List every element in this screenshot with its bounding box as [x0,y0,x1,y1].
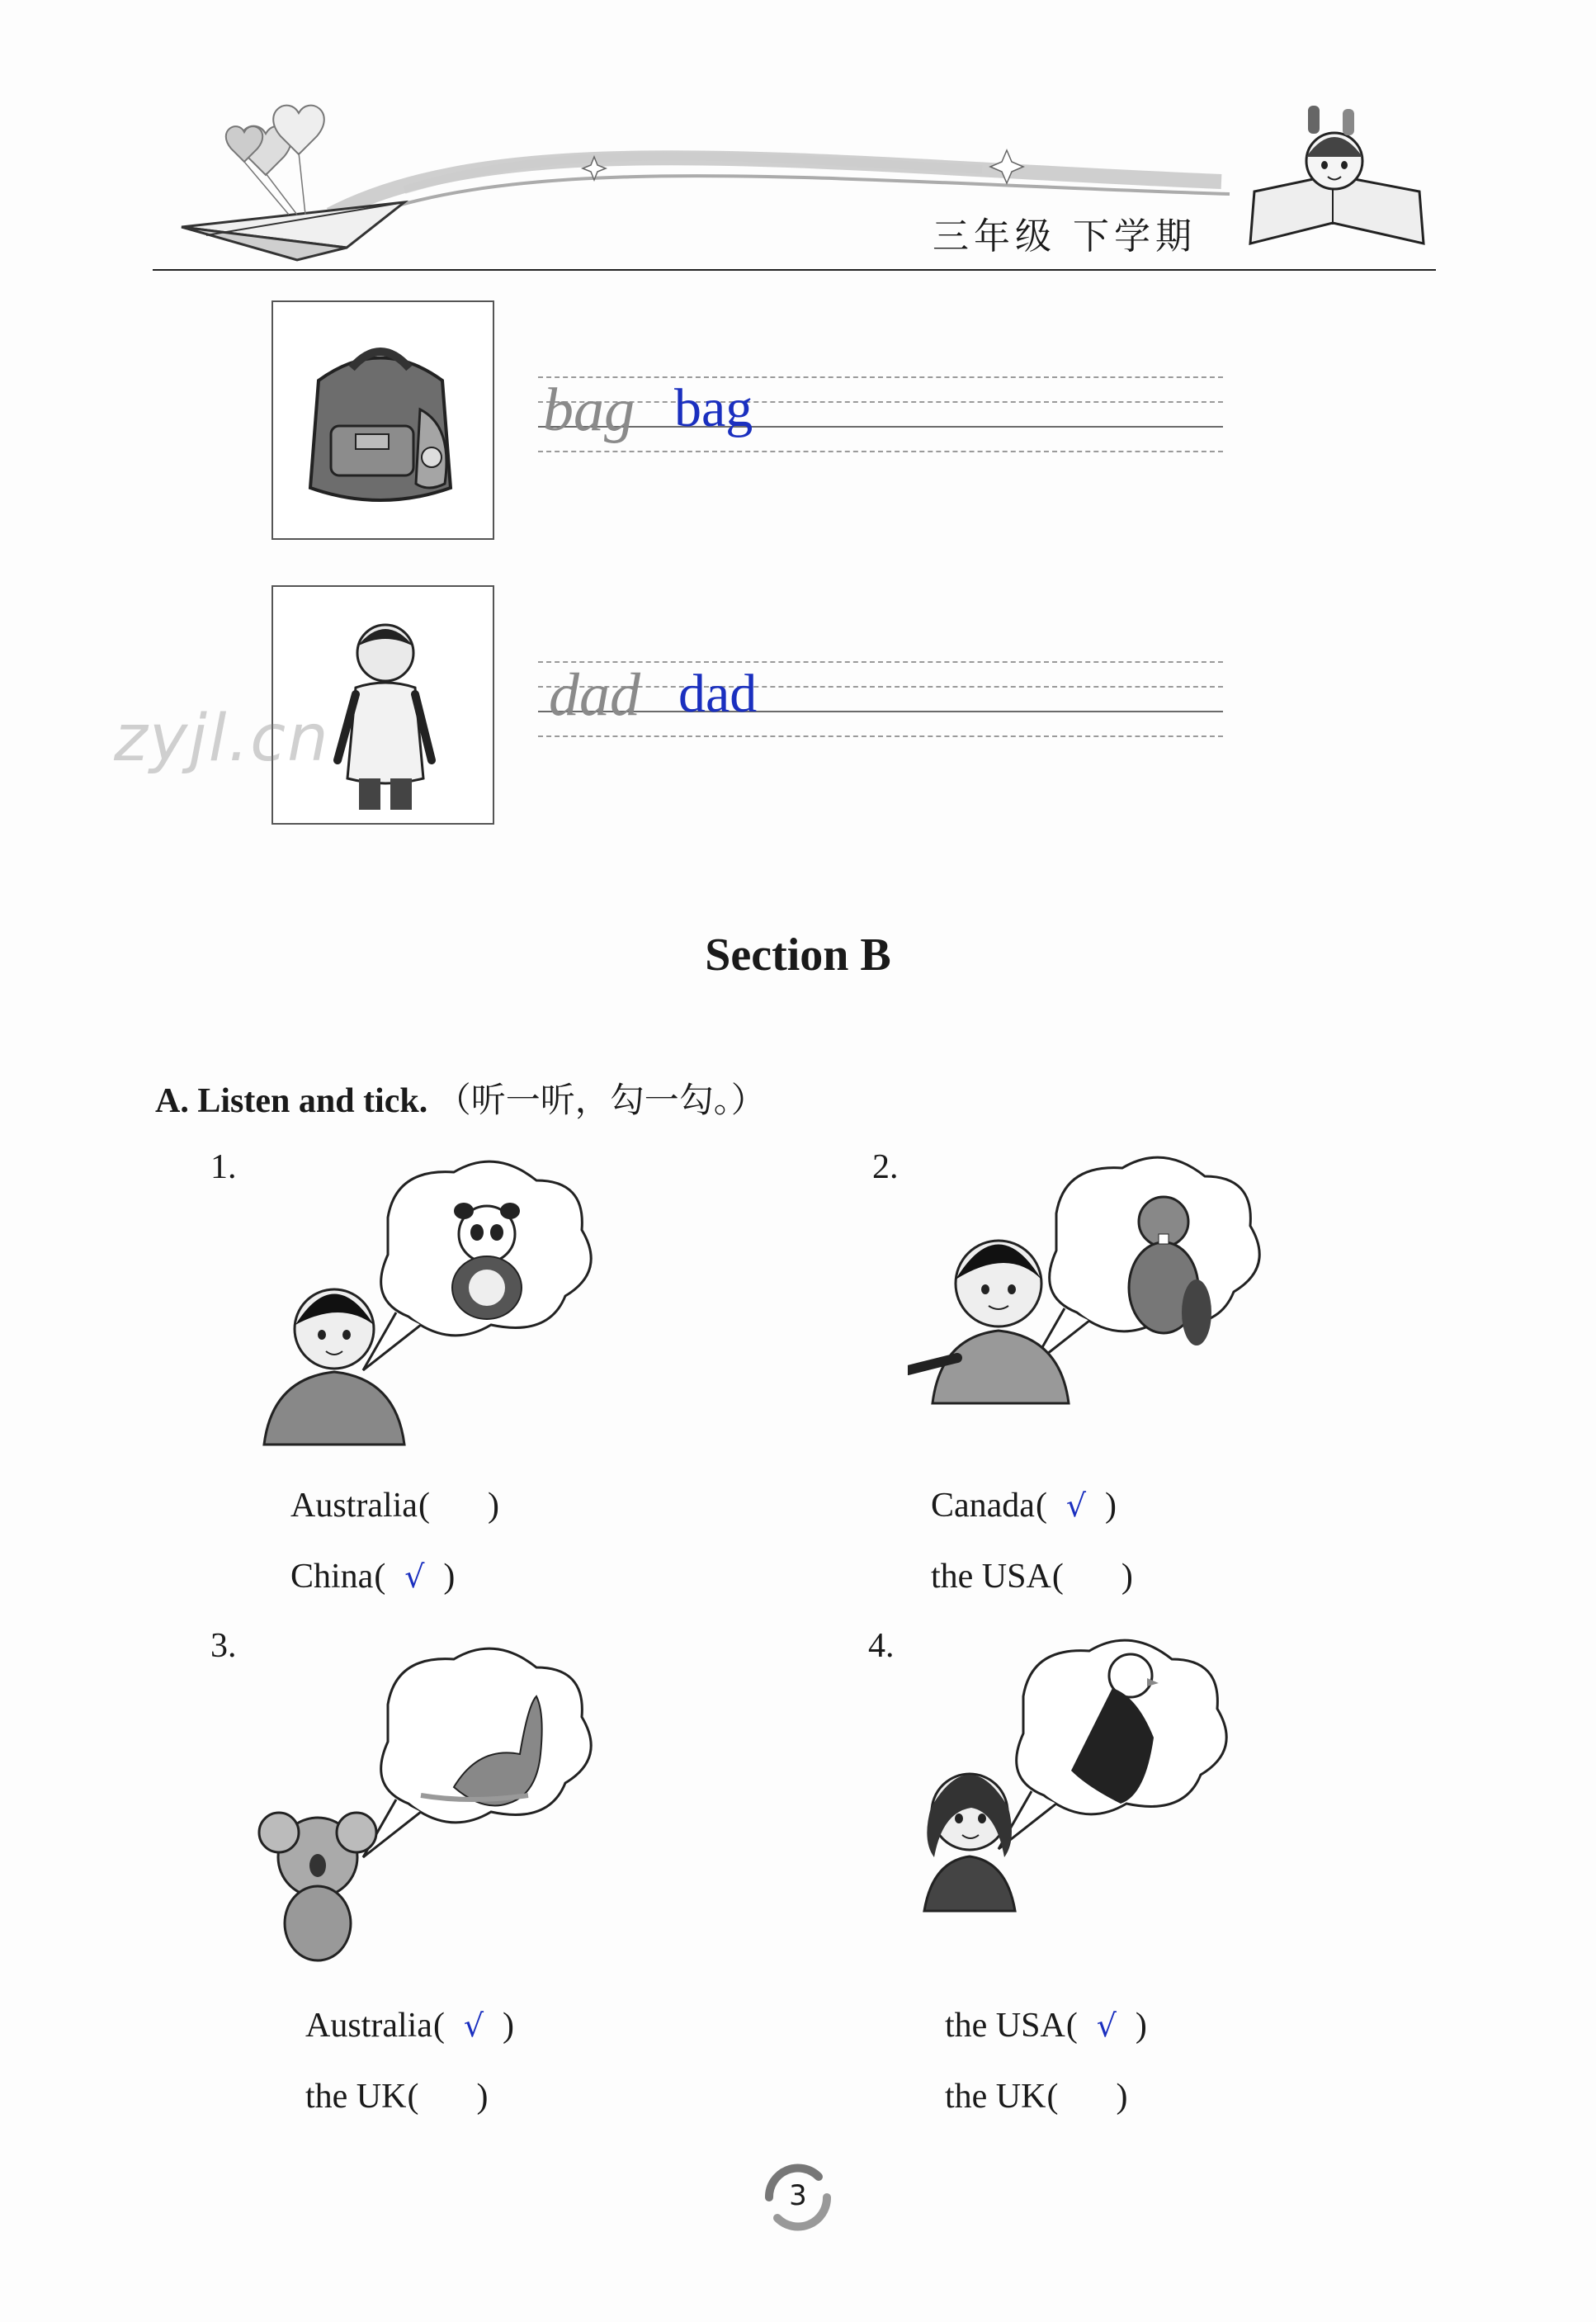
girl-reading-illustration [1242,99,1432,252]
tick-mark: √ [404,1558,425,1595]
section-title: Section B [705,929,891,981]
exercise-label: A. [155,1082,189,1120]
item-number: 2. [872,1148,899,1186]
option-label: the USA [945,2007,1065,2045]
option-row[interactable]: China( √ ) [290,1558,456,1596]
item-number: 1. [210,1148,237,1186]
schoolbag-illustration [273,302,493,538]
exercise-instruction [155,1073,766,1123]
tick-mark: √ [1065,1487,1087,1524]
option-label: Canada [931,1487,1035,1525]
option-row[interactable]: Australia( √ ) [305,2007,514,2045]
answer-word-dad: dad [678,664,758,724]
speaking-boy-beaver-illustration [908,1147,1304,1445]
watermark: zyjl.cn [114,702,330,776]
item-number: 4. [868,1627,895,1665]
model-word-dad: dad [549,661,640,729]
option-label: China [290,1558,374,1596]
model-word-bag: bag [543,376,635,444]
page-number-badge [757,2156,839,2239]
writing-lines-dad [538,656,1223,739]
header-divider [153,269,1436,271]
option-label: the UK [945,2078,1046,2116]
tick-mark: √ [1096,2008,1117,2044]
answer-word-bag: bag [674,378,753,438]
girl-eagle-illustration [908,1630,1271,1927]
exercise-title: Listen and tick. [197,1082,428,1120]
picture-frame-bag [272,300,494,540]
option-row[interactable]: Canada( √ ) [931,1487,1117,1525]
option-row[interactable]: the USA( √ ) [945,2007,1147,2045]
header-title: 三年级 下学期 [933,215,1197,258]
option-label: the USA [931,1558,1051,1596]
koala-kangaroo-illustration [248,1639,611,1977]
option-row[interactable]: the USA( ) [931,1558,1133,1596]
option-label: Australia [305,2007,432,2045]
item-number: 3. [210,1627,237,1665]
option-label: the UK [305,2078,407,2116]
option-row[interactable]: the UK( ) [305,2078,489,2116]
page-number: 3 [789,2179,807,2212]
option-label: Australia [290,1487,418,1525]
writing-lines-bag [538,371,1223,454]
tick-mark: √ [463,2008,484,2044]
option-row[interactable]: the UK( ) [945,2078,1128,2116]
option-row[interactable]: Australia( ) [290,1487,499,1525]
exercise-instruction-cn: （听一听，勾一勾。） [436,1080,766,1120]
speaking-boy-panda-illustration [248,1152,611,1449]
